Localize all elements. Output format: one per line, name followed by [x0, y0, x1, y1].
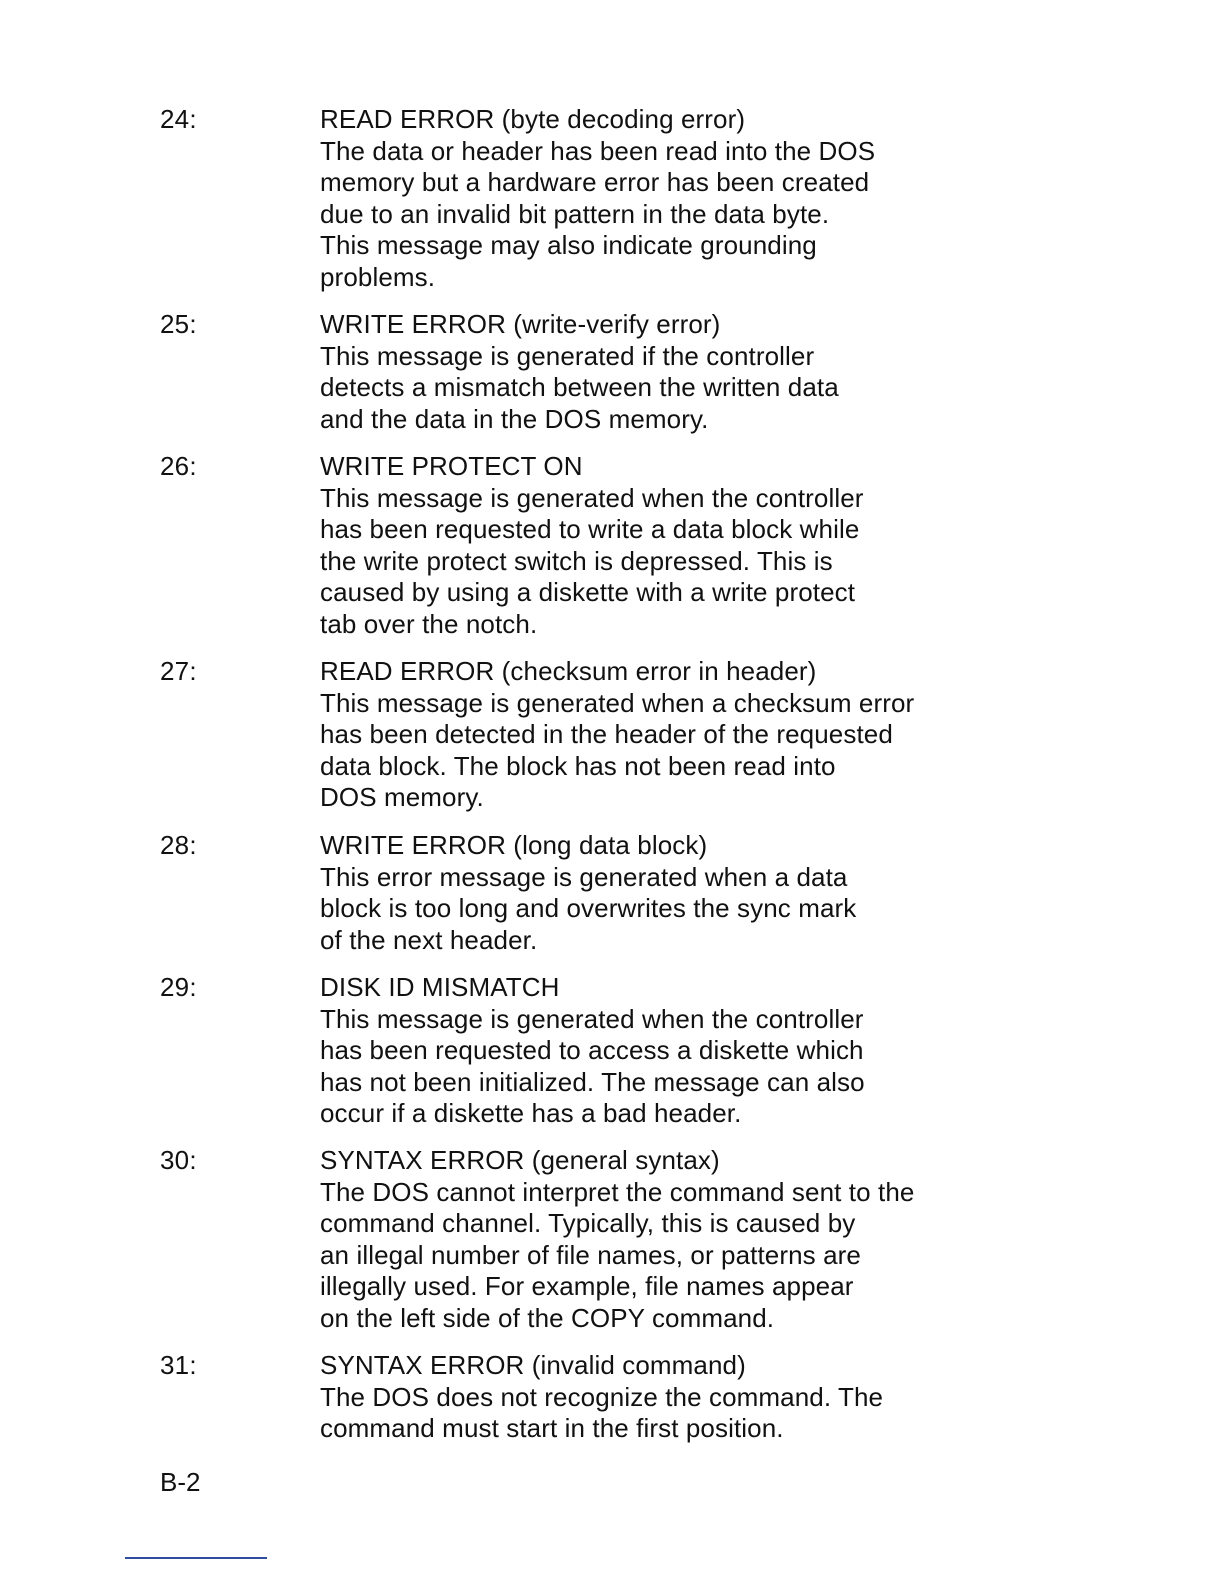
description-line: command must start in the first position. — [320, 1413, 784, 1444]
description-line: due to an invalid bit pattern in the data byte. — [320, 198, 830, 229]
error-code: 31: — [160, 1350, 197, 1380]
error-title: WRITE ERROR (write-verify error) — [320, 309, 721, 339]
error-code: 24: — [160, 104, 197, 134]
error-title: SYNTAX ERROR (invalid command) — [320, 1350, 746, 1380]
error-code: 27: — [160, 656, 197, 686]
error-title: READ ERROR (checksum error in header) — [320, 656, 817, 686]
error-description — [320, 830, 1020, 956]
footer-rule — [125, 1557, 267, 1559]
error-title: SYNTAX ERROR (general syntax) — [320, 1145, 720, 1175]
description-line: has been requested to write a data block while — [320, 514, 860, 545]
page-number: B-2 — [160, 1467, 201, 1497]
description-line: illegally used. For example, file names appear — [320, 1271, 854, 1302]
error-title: WRITE PROTECT ON — [320, 451, 583, 481]
error-description — [320, 1145, 1020, 1335]
error-code: 26: — [160, 451, 197, 481]
description-line: The DOS does not recognize the command. The — [320, 1381, 884, 1412]
description-line: tab over the notch. — [320, 608, 538, 639]
description-line: of the next header. — [320, 924, 538, 955]
description-line: This message is generated when the controller — [320, 1003, 864, 1034]
description-line: This message may also indicate grounding — [320, 230, 817, 261]
description-line: The DOS cannot interpret the command sent to the — [320, 1176, 915, 1207]
description-line: This message is generated if the controller — [320, 340, 815, 371]
description-line: has been detected in the header of the requested — [320, 719, 893, 750]
error-title: READ ERROR (byte decoding error) — [320, 104, 746, 134]
description-line: detects a mismatch between the written data — [320, 372, 839, 403]
error-title: DISK ID MISMATCH — [320, 972, 560, 1002]
description-line: on the left side of the COPY command. — [320, 1302, 775, 1333]
error-description — [320, 309, 1020, 435]
description-line: an illegal number of file names, or patterns are — [320, 1239, 861, 1270]
error-description — [320, 972, 1020, 1130]
description-line: data block. The block has not been read into — [320, 750, 836, 781]
description-line: and the data in the DOS memory. — [320, 403, 709, 434]
description-line: has been requested to access a diskette which — [320, 1035, 864, 1066]
description-line: occur if a diskette has a bad header. — [320, 1098, 742, 1129]
description-line: caused by using a diskette with a write protect — [320, 577, 856, 608]
error-code: 25: — [160, 309, 197, 339]
description-line: memory but a hardware error has been created — [320, 167, 870, 198]
description-line: problems. — [320, 261, 436, 292]
description-line: This error message is generated when a data — [320, 861, 848, 892]
error-description — [320, 104, 1020, 294]
error-description — [320, 451, 1020, 641]
description-line: This message is generated when a checksum error — [320, 687, 915, 718]
description-line: command channel. Typically, this is caused by — [320, 1208, 856, 1239]
description-line: DOS memory. — [320, 782, 484, 813]
error-code: 29: — [160, 972, 197, 1002]
error-description — [320, 656, 1020, 814]
error-description — [320, 1350, 1020, 1445]
error-title: WRITE ERROR (long data block) — [320, 830, 708, 860]
error-code: 30: — [160, 1145, 197, 1175]
description-line: block is too long and overwrites the sync mark — [320, 893, 857, 924]
description-line: has not been initialized. The message can also — [320, 1066, 865, 1097]
description-line: This message is generated when the controller — [320, 482, 864, 513]
description-line: the write protect switch is depressed. This is — [320, 545, 833, 576]
description-line: The data or header has been read into the DOS — [320, 135, 876, 166]
error-code: 28: — [160, 830, 197, 860]
